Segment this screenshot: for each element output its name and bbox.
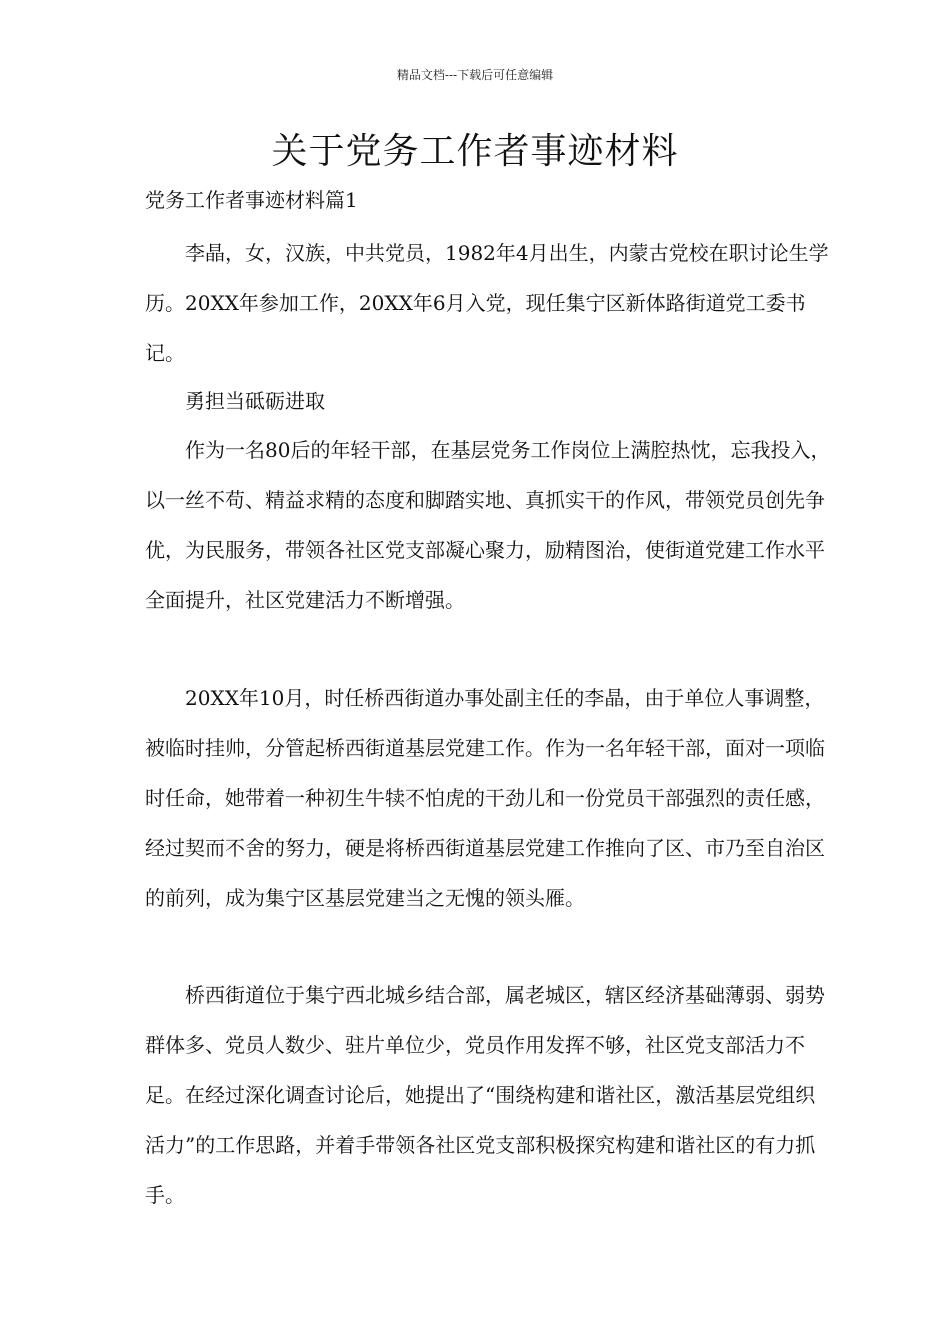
paragraph-3: 20XX年10月，时任桥西街道办事处副主任的李晶，由于单位人事调整，被临时挂帅，分管起桥西街道基层党建工作。作为一名年轻干部，面对一项临时任命，她带着一种初生牛犊不怕虎的干劲儿和一份党员干部强烈的责任感，经过契而不舍的努力，硬是将桥西街道基层党建工作推向了区、市乃至自治区的前列，成为集宁区基层党建当之无愧的领头雁。 xyxy=(145,686,825,910)
section-heading: 党务工作者事迹材料篇1 xyxy=(145,188,358,212)
paragraph-1-block xyxy=(145,228,835,378)
paragraph-4: 桥西街道位于集宁西北城乡结合部，属老城区，辖区经济基础薄弱、弱势群体多、党员人数少、驻片单位少，党员作用发挥不够，社区党支部活力不足。在经过深化调查讨论后，她提出了“围绕构建和谐社区，激活基层党组织活力”的工作思路，并着手带领各社区党支部积极探究构建和谐社区的有力抓手。 xyxy=(145,983,825,1207)
paragraph-2-block xyxy=(145,425,835,625)
paragraph-2: 作为一名80后的年轻干部，在基层党务工作岗位上满腔热忱，忘我投入，以一丝不苟、精益求精的态度和脚踏实地、真抓实干的作风，带领党员创先争优，为民服务，带领各社区党支部凝心聚力，励精图治，使街道党建工作水平全面提升，社区党建活力不断增强。 xyxy=(145,438,831,612)
paragraph-4-block xyxy=(145,970,835,1220)
paragraph-1: 李晶，女，汉族，中共党员，1982年4月出生，内蒙古党校在职讨论生学历。20XX年参加工作，20XX年6月入党，现任集宁区新体路街道党工委书记。 xyxy=(145,241,829,365)
page-title: 关于党务工作者事迹材料 xyxy=(271,131,679,172)
sub-heading-block xyxy=(145,376,835,426)
header-note: 精品文档---下载后可任意编辑 xyxy=(396,68,554,82)
sub-heading: 勇担当砥砺进取 xyxy=(185,389,325,413)
paragraph-3-block xyxy=(145,673,835,923)
